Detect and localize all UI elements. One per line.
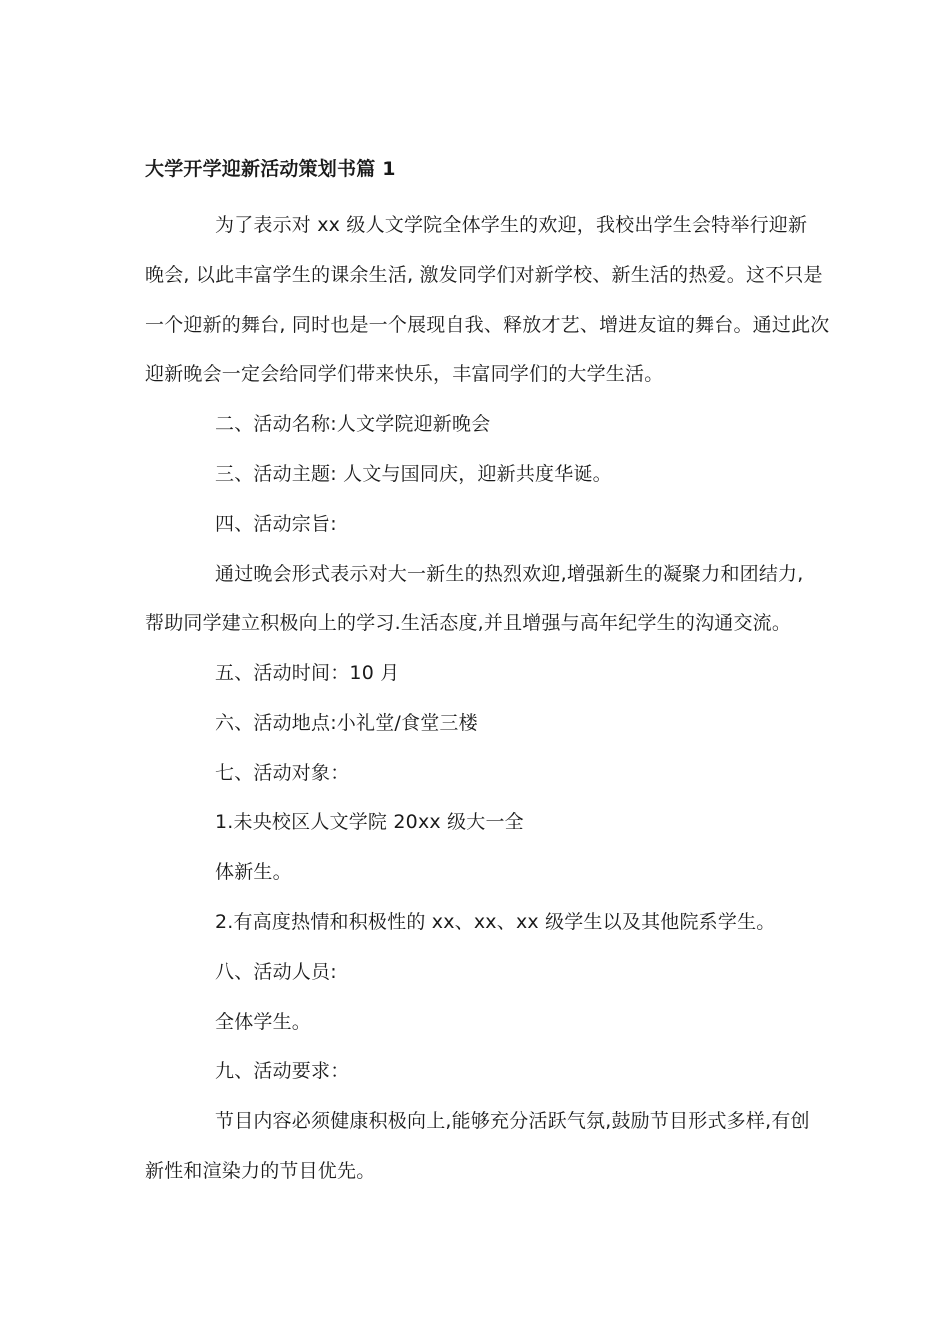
audience-item-2: 2.有高度热情和积极性的 xx、xx、xx 级学生以及其他院系学生。 (215, 911, 776, 933)
section-theme: 三、活动主题: 人文与国同庆，迎新共度华诞。 (215, 463, 612, 485)
intro-line-1: 为了表示对 xx 级人文学院全体学生的欢迎，我校出学生会特举行迎新 (215, 214, 808, 236)
audience-item-1a: 1.未央校区人文学院 20xx 级大一全 (215, 811, 524, 833)
section-audience-heading: 七、活动对象： (215, 762, 350, 784)
section-requirements-heading: 九、活动要求： (215, 1060, 350, 1082)
requirements-line-2: 新性和渲染力的节目优先。 (145, 1160, 376, 1182)
purpose-line-2: 帮助同学建立积极向上的学习.生活态度,并且增强与高年纪学生的沟通交流。 (145, 612, 792, 634)
section-time: 五、活动时间：10 月 (215, 662, 400, 684)
section-name: 二、活动名称:人文学院迎新晚会 (215, 413, 491, 435)
section-staff-heading: 八、活动人员: (215, 961, 337, 983)
document-title: 大学开学迎新活动策划书篇 1 (145, 158, 396, 180)
section-purpose-heading: 四、活动宗旨: (215, 513, 337, 535)
intro-line-3: 一个迎新的舞台, 同时也是一个展现自我、释放才艺、增进友谊的舞台。通过此次 (145, 314, 830, 336)
staff-text: 全体学生。 (215, 1011, 312, 1033)
purpose-line-1: 通过晚会形式表示对大一新生的热烈欢迎,增强新生的凝聚力和团结力, (215, 563, 804, 585)
requirements-line-1: 节目内容必须健康积极向上,能够充分活跃气氛,鼓励节目形式多样,有创 (215, 1110, 810, 1132)
intro-line-2: 晚会, 以此丰富学生的课余生活, 激发同学们对新学校、新生活的热爱。这不只是 (145, 264, 823, 286)
intro-line-4: 迎新晚会一定会给同学们带来快乐，丰富同学们的大学生活。 (145, 363, 664, 385)
section-location: 六、活动地点:小礼堂/食堂三楼 (215, 712, 478, 734)
audience-item-1b: 体新生。 (215, 861, 292, 883)
